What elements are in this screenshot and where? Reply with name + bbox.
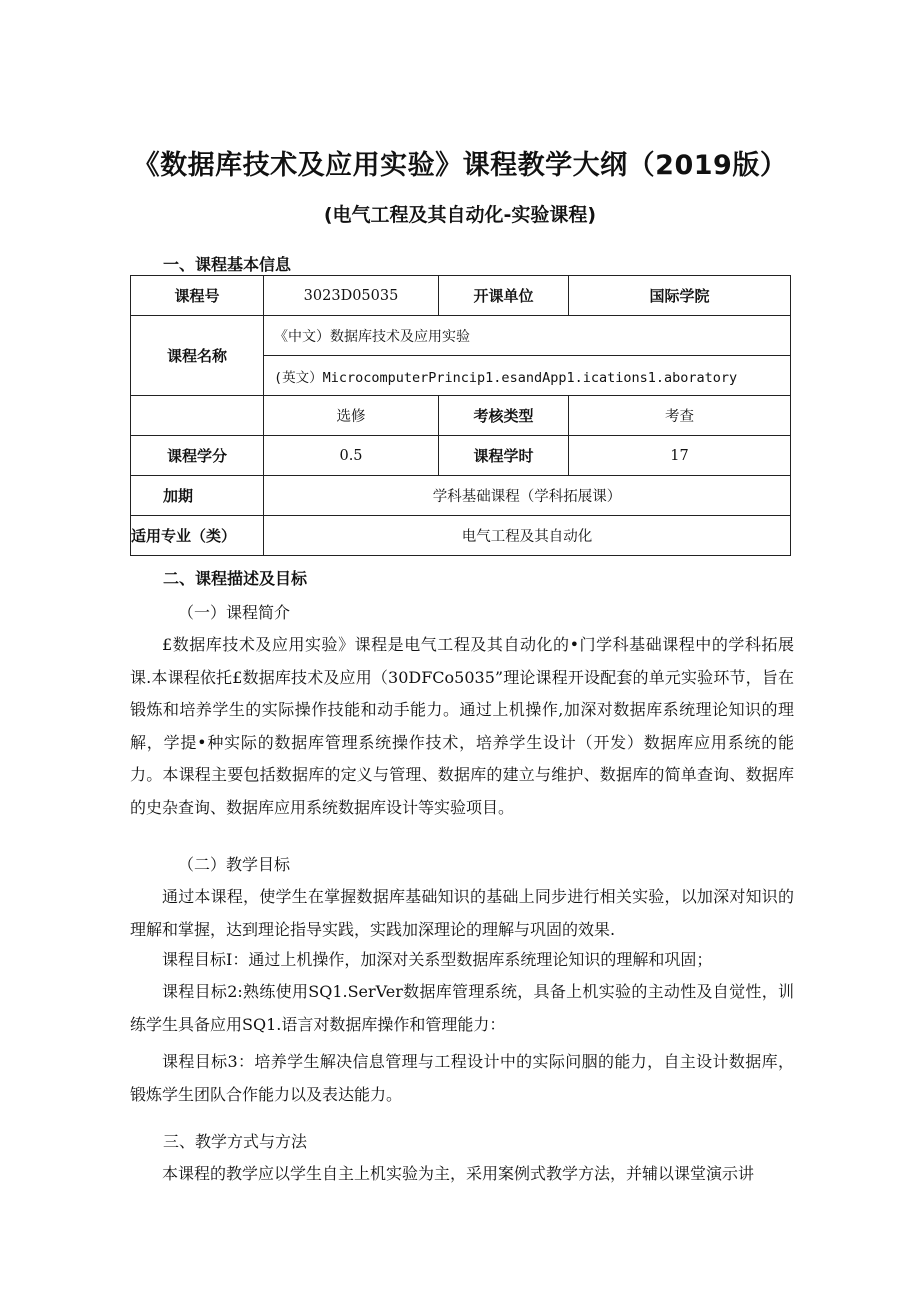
department-value: 国际学院 <box>569 276 791 316</box>
credits-value: 0.5 <box>264 436 439 476</box>
table-row <box>131 516 791 556</box>
course-number-label: 课程号 <box>131 276 264 316</box>
table-row <box>131 476 791 516</box>
course-number-value: 3023D05035 <box>264 276 439 316</box>
course-name-en: (英文）MicrocomputerPrincip1.esandApp1.ications1.aboratory <box>264 356 791 396</box>
course-name-cn: 《中文）数据库技术及应用实验 <box>264 316 791 356</box>
course-name-label: 课程名称 <box>131 316 264 396</box>
course-info-table <box>130 275 791 556</box>
goal-3: 课程目标3：培养学生解决信息管理与工程设计中的实际问胭的能力，自主设计数据库，锻炼学生团队合作能力以及表达能力。 <box>130 1052 794 1104</box>
assessment-type-label: 考核类型 <box>439 396 569 436</box>
table-row <box>131 276 791 316</box>
section-heading-description: 二、课程描述及目标 <box>163 569 308 588</box>
course-intro-paragraph: £数据库技术及应用实验》课程是电气工程及其自动化的•门学科基础课程中的学科拓展课.本课程依托£数据库技术及应用（30DFCo5035”理论课程开设配套的单元实验环节，旨在锻炼和培养学生的实际操作技能和动手能力。通过上机操作,加深对数据库系统理论知识的理解，学提•种实际的数据库管理系统操作技术，培养学生设计（开发）数据库应用系统的能力。本课程主要包括数据库的定义与管理、数据库的建立与维护、数据库的简单查询、数据库的史杂查询、数据库应用系统数据库设计等实验项目。 <box>130 635 794 817</box>
department-label: 开课单位 <box>439 276 569 316</box>
table-row <box>131 316 791 356</box>
subsection-intro-heading: （一）课程简介 <box>178 603 291 622</box>
methods-paragraph: 本课程的教学应以学生自主上机实验为主，采用案例式教学方法，并辅以课堂演示讲 <box>162 1164 755 1183</box>
category-label: 加期 <box>131 476 264 516</box>
goals-intro-paragraph: 通过本课程，使学生在掌握数据库基础知识的基础上同步进行相关实验，以加深对知识的理解和掌握，达到理论指导实践，实践加深理论的理解与巩固的效果. <box>130 887 794 939</box>
page-title: 《数据库技术及应用实验》课程教学大纲（2019版） <box>132 150 788 181</box>
table-row <box>131 436 791 476</box>
major-label: 适用专业（类） <box>131 516 264 556</box>
hours-value: 17 <box>569 436 791 476</box>
category-value: 学科基础课程（学科拓展课） <box>264 476 791 516</box>
goal-2: 课程目标2:熟练使用SQ1.SerVer数据库管理系统，具备上机实验的主动性及自觉性，训练学生具备应用SQ1.语言对数据库操作和管理能力： <box>130 982 794 1034</box>
credits-label: 课程学分 <box>131 436 264 476</box>
major-value: 电气工程及其自动化 <box>264 516 791 556</box>
goal-1: 课程目标I：通过上机操作，加深对关系型数据库系统理论知识的理解和巩固； <box>162 950 713 969</box>
section-heading-methods: 三、教学方式与方法 <box>163 1132 308 1151</box>
subsection-goals-heading: （二）教学目标 <box>178 855 291 874</box>
table-row <box>131 396 791 436</box>
hours-label: 课程学时 <box>439 436 569 476</box>
page-subtitle: (电气工程及其自动化-实验课程) <box>323 204 597 226</box>
assessment-type-value: 考查 <box>569 396 791 436</box>
course-type-value: 选修 <box>264 396 439 436</box>
empty-cell <box>131 396 264 436</box>
section-heading-basic-info: 一、课程基本信息 <box>163 255 292 274</box>
